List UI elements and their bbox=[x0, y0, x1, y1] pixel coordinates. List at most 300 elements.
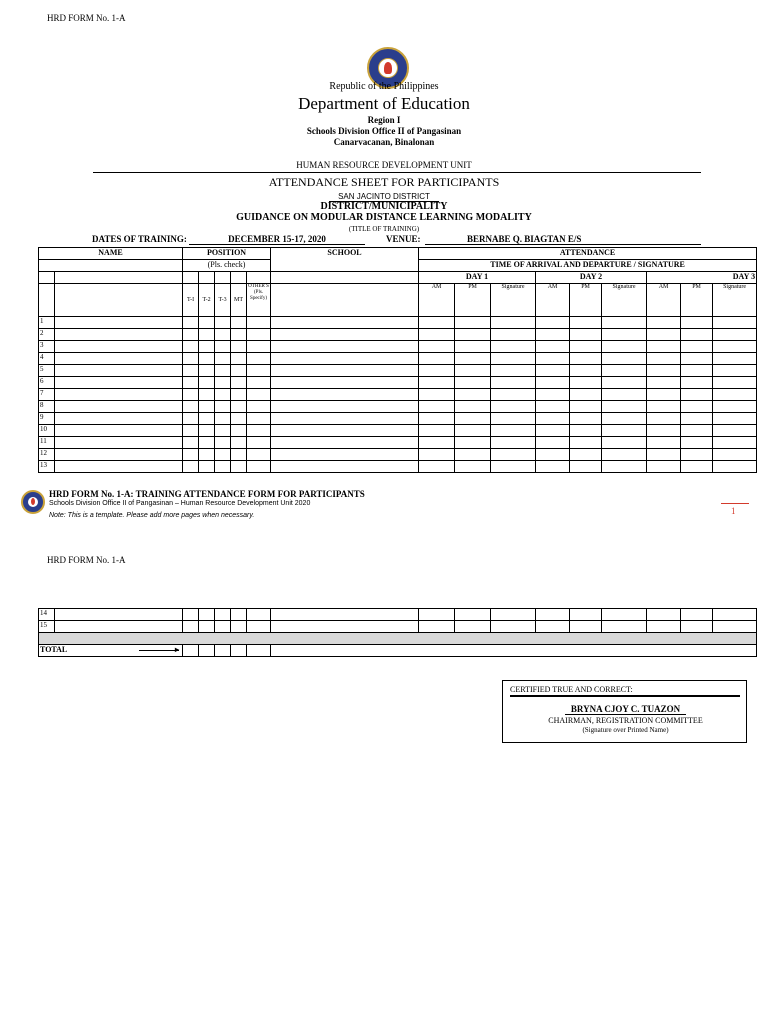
table-cell[interactable] bbox=[713, 413, 757, 425]
district-label: DISTRICT/MUNICIPALITY bbox=[320, 201, 448, 212]
day2-am: AM bbox=[536, 284, 570, 317]
table-cell[interactable] bbox=[183, 341, 199, 353]
table-cell[interactable] bbox=[55, 609, 183, 621]
table-cell[interactable] bbox=[271, 461, 419, 473]
table-cell[interactable] bbox=[713, 329, 757, 341]
republic-line: Republic of the Philippines bbox=[329, 81, 439, 92]
table-cell[interactable] bbox=[55, 437, 183, 449]
table-cell[interactable] bbox=[199, 353, 215, 365]
table-cell[interactable] bbox=[199, 317, 215, 329]
table-cell[interactable] bbox=[681, 461, 713, 473]
table-cell[interactable] bbox=[215, 341, 231, 353]
table-cell[interactable] bbox=[231, 401, 247, 413]
table-cell[interactable] bbox=[602, 401, 647, 413]
table-cell[interactable] bbox=[713, 365, 757, 377]
table-cell[interactable] bbox=[455, 437, 491, 449]
training-title: GUIDANCE ON MODULAR DISTANCE LEARNING MODALITY bbox=[236, 212, 532, 223]
day3-header: DAY 3 bbox=[647, 272, 757, 284]
table-cell[interactable] bbox=[536, 377, 570, 389]
table-cell[interactable] bbox=[570, 317, 602, 329]
table-cell[interactable] bbox=[247, 353, 271, 365]
table-cell[interactable] bbox=[570, 365, 602, 377]
table-cell[interactable] bbox=[247, 329, 271, 341]
table-cell[interactable] bbox=[681, 401, 713, 413]
position-mt: MT bbox=[231, 284, 247, 317]
table-cell[interactable] bbox=[55, 449, 183, 461]
table-cell[interactable] bbox=[215, 609, 231, 621]
table-cell[interactable] bbox=[419, 401, 455, 413]
table-cell[interactable] bbox=[491, 353, 536, 365]
table-cell[interactable] bbox=[536, 609, 570, 621]
table-cell[interactable] bbox=[491, 341, 536, 353]
table-cell[interactable] bbox=[570, 401, 602, 413]
total-t1 bbox=[183, 645, 199, 657]
table-cell[interactable] bbox=[491, 317, 536, 329]
row-number: 7 bbox=[39, 389, 55, 401]
table-cell[interactable] bbox=[199, 365, 215, 377]
table-cell[interactable] bbox=[183, 377, 199, 389]
table-cell[interactable] bbox=[602, 329, 647, 341]
table-cell[interactable] bbox=[419, 389, 455, 401]
table-cell[interactable] bbox=[199, 437, 215, 449]
table-cell[interactable] bbox=[713, 389, 757, 401]
table-cell[interactable] bbox=[491, 365, 536, 377]
table-cell[interactable] bbox=[55, 425, 183, 437]
row-number: 3 bbox=[39, 341, 55, 353]
table-cell[interactable] bbox=[183, 413, 199, 425]
table-cell[interactable] bbox=[215, 329, 231, 341]
table-cell[interactable] bbox=[455, 389, 491, 401]
total-mt bbox=[231, 645, 247, 657]
table-cell[interactable] bbox=[713, 341, 757, 353]
table-cell[interactable] bbox=[647, 621, 681, 633]
table-cell[interactable] bbox=[647, 341, 681, 353]
table-cell[interactable] bbox=[215, 437, 231, 449]
table-cell[interactable] bbox=[419, 609, 455, 621]
footer-subtitle: Schools Division Office II of Pangasinan – Human Resource Development Unit 2020 bbox=[49, 500, 311, 507]
position-t1: T-I bbox=[183, 284, 199, 317]
table-cell[interactable] bbox=[183, 437, 199, 449]
dates-label: DATES OF TRAINING: bbox=[92, 234, 187, 244]
table-cell[interactable] bbox=[570, 353, 602, 365]
table-cell[interactable] bbox=[215, 317, 231, 329]
table-cell[interactable] bbox=[536, 437, 570, 449]
table-cell[interactable] bbox=[602, 621, 647, 633]
table-cell[interactable] bbox=[215, 377, 231, 389]
table-cell[interactable] bbox=[491, 377, 536, 389]
table-cell[interactable] bbox=[602, 389, 647, 401]
table-cell[interactable] bbox=[647, 461, 681, 473]
table-cell[interactable] bbox=[231, 437, 247, 449]
table-cell[interactable] bbox=[713, 449, 757, 461]
shaded-separator-row bbox=[39, 633, 757, 645]
table-cell[interactable] bbox=[419, 449, 455, 461]
table-cell[interactable] bbox=[55, 401, 183, 413]
table-cell[interactable] bbox=[55, 621, 183, 633]
table-cell[interactable] bbox=[570, 413, 602, 425]
table-cell[interactable] bbox=[455, 317, 491, 329]
table-cell[interactable] bbox=[199, 609, 215, 621]
table-cell[interactable] bbox=[183, 425, 199, 437]
table-cell[interactable] bbox=[215, 621, 231, 633]
table-cell[interactable] bbox=[536, 449, 570, 461]
table-cell[interactable] bbox=[231, 461, 247, 473]
table-cell[interactable] bbox=[570, 437, 602, 449]
table-cell[interactable] bbox=[455, 461, 491, 473]
table-cell[interactable] bbox=[183, 389, 199, 401]
table-cell[interactable] bbox=[419, 341, 455, 353]
table-cell[interactable] bbox=[681, 449, 713, 461]
table-cell[interactable] bbox=[55, 329, 183, 341]
table-cell[interactable] bbox=[271, 341, 419, 353]
table-cell[interactable] bbox=[231, 341, 247, 353]
table-cell[interactable] bbox=[681, 389, 713, 401]
table-cell[interactable] bbox=[271, 377, 419, 389]
table-cell[interactable] bbox=[231, 609, 247, 621]
table-cell[interactable] bbox=[681, 413, 713, 425]
table-cell[interactable] bbox=[271, 413, 419, 425]
venue-label: VENUE: bbox=[386, 234, 421, 244]
table-row bbox=[39, 377, 757, 389]
table-cell[interactable] bbox=[215, 425, 231, 437]
table-cell[interactable] bbox=[681, 437, 713, 449]
day1-header: DAY 1 bbox=[419, 272, 536, 284]
table-cell[interactable] bbox=[215, 449, 231, 461]
table-cell[interactable] bbox=[231, 365, 247, 377]
table-cell[interactable] bbox=[247, 317, 271, 329]
department-title: Department of Education bbox=[298, 94, 470, 113]
certifier-name bbox=[503, 704, 748, 715]
footer-note: Note: This is a template. Please add more pages when necessary. bbox=[49, 512, 255, 519]
table-cell[interactable] bbox=[491, 609, 536, 621]
table-cell[interactable] bbox=[536, 621, 570, 633]
table-row bbox=[39, 609, 757, 621]
table-cell[interactable] bbox=[199, 449, 215, 461]
table-cell[interactable] bbox=[713, 461, 757, 473]
table-cell[interactable] bbox=[419, 461, 455, 473]
certification-box bbox=[502, 680, 747, 743]
table-cell[interactable] bbox=[55, 413, 183, 425]
table-cell[interactable] bbox=[247, 377, 271, 389]
table-cell[interactable] bbox=[602, 413, 647, 425]
table-cell[interactable] bbox=[602, 449, 647, 461]
table-cell[interactable] bbox=[536, 341, 570, 353]
table-cell[interactable] bbox=[570, 621, 602, 633]
table-row bbox=[39, 621, 757, 633]
table-cell[interactable] bbox=[570, 329, 602, 341]
table-cell[interactable] bbox=[602, 353, 647, 365]
table-cell[interactable] bbox=[231, 425, 247, 437]
day1-am: AM bbox=[419, 284, 455, 317]
table-cell[interactable] bbox=[491, 329, 536, 341]
table-cell[interactable] bbox=[536, 329, 570, 341]
day2-pm: PM bbox=[570, 284, 602, 317]
table-cell[interactable] bbox=[455, 365, 491, 377]
total-row-label: TOTAL ▸ bbox=[39, 645, 183, 657]
table-cell[interactable] bbox=[231, 353, 247, 365]
table-cell[interactable] bbox=[455, 609, 491, 621]
table-cell[interactable] bbox=[199, 377, 215, 389]
table-cell[interactable] bbox=[491, 425, 536, 437]
table-cell[interactable] bbox=[713, 425, 757, 437]
row-number: 5 bbox=[39, 365, 55, 377]
name-header: NAME bbox=[39, 248, 183, 260]
table-cell[interactable] bbox=[183, 461, 199, 473]
table-cell[interactable] bbox=[713, 437, 757, 449]
day3-pm: PM bbox=[681, 284, 713, 317]
table-cell[interactable] bbox=[570, 449, 602, 461]
table-cell[interactable] bbox=[491, 389, 536, 401]
table-cell[interactable] bbox=[247, 401, 271, 413]
table-cell[interactable] bbox=[215, 413, 231, 425]
table-cell[interactable] bbox=[247, 389, 271, 401]
row-number: 6 bbox=[39, 377, 55, 389]
table-cell[interactable] bbox=[491, 413, 536, 425]
table-cell[interactable] bbox=[713, 353, 757, 365]
table-cell[interactable] bbox=[713, 621, 757, 633]
table-cell[interactable] bbox=[713, 609, 757, 621]
table-cell[interactable] bbox=[491, 449, 536, 461]
unit-line: HUMAN RESOURCE DEVELOPMENT UNIT bbox=[296, 160, 472, 170]
table-row bbox=[39, 329, 757, 341]
table-cell[interactable] bbox=[231, 413, 247, 425]
table-cell[interactable] bbox=[247, 609, 271, 621]
table-cell[interactable] bbox=[419, 365, 455, 377]
row-number: 4 bbox=[39, 353, 55, 365]
table-cell[interactable] bbox=[570, 389, 602, 401]
attendance-subheader: TIME OF ARRIVAL AND DEPARTURE / SIGNATURE bbox=[419, 260, 757, 272]
table-cell[interactable] bbox=[271, 621, 419, 633]
table-cell[interactable] bbox=[602, 377, 647, 389]
table-cell[interactable] bbox=[647, 317, 681, 329]
table-cell[interactable] bbox=[183, 609, 199, 621]
table-cell[interactable] bbox=[247, 425, 271, 437]
table-cell[interactable] bbox=[419, 425, 455, 437]
table-cell[interactable] bbox=[247, 413, 271, 425]
table-cell[interactable] bbox=[247, 341, 271, 353]
table-cell[interactable] bbox=[602, 365, 647, 377]
table-cell[interactable] bbox=[455, 377, 491, 389]
table-cell[interactable] bbox=[536, 413, 570, 425]
table-cell[interactable] bbox=[199, 621, 215, 633]
table-cell[interactable] bbox=[455, 329, 491, 341]
table-cell[interactable] bbox=[215, 401, 231, 413]
table-cell[interactable] bbox=[247, 449, 271, 461]
row-number: 11 bbox=[39, 437, 55, 449]
table-cell[interactable] bbox=[455, 413, 491, 425]
table-cell[interactable] bbox=[536, 389, 570, 401]
table-cell[interactable] bbox=[681, 341, 713, 353]
table-cell[interactable] bbox=[647, 389, 681, 401]
table-cell[interactable] bbox=[681, 425, 713, 437]
table-cell[interactable] bbox=[681, 317, 713, 329]
table-cell[interactable] bbox=[271, 449, 419, 461]
others-label: OTHER S bbox=[248, 284, 269, 289]
deped-seal-small-icon bbox=[21, 490, 45, 514]
table-cell[interactable] bbox=[215, 365, 231, 377]
position-note: (Pls. check) bbox=[183, 260, 271, 272]
table-cell[interactable] bbox=[231, 329, 247, 341]
table-cell[interactable] bbox=[183, 401, 199, 413]
table-row bbox=[39, 461, 757, 473]
table-cell[interactable] bbox=[455, 425, 491, 437]
table-cell[interactable] bbox=[602, 341, 647, 353]
table-cell[interactable] bbox=[647, 329, 681, 341]
table-cell[interactable] bbox=[491, 437, 536, 449]
table-cell[interactable] bbox=[602, 461, 647, 473]
table-cell[interactable] bbox=[602, 425, 647, 437]
certifier-caption: (Signature over Printed Name) bbox=[582, 726, 669, 734]
table-cell[interactable] bbox=[681, 365, 713, 377]
table-cell[interactable] bbox=[247, 437, 271, 449]
table-cell[interactable] bbox=[247, 365, 271, 377]
table-cell[interactable] bbox=[419, 317, 455, 329]
table-cell[interactable] bbox=[647, 401, 681, 413]
table-cell[interactable] bbox=[419, 621, 455, 633]
table-cell[interactable] bbox=[713, 317, 757, 329]
table-cell[interactable] bbox=[570, 461, 602, 473]
table-cell[interactable] bbox=[199, 425, 215, 437]
table-cell[interactable] bbox=[199, 401, 215, 413]
table-cell[interactable] bbox=[681, 609, 713, 621]
district-value: SAN JACINTO DISTRICT bbox=[338, 192, 430, 201]
table-cell[interactable] bbox=[536, 425, 570, 437]
position-t3: T-3 bbox=[215, 284, 231, 317]
row-number: 8 bbox=[39, 401, 55, 413]
table-cell[interactable] bbox=[271, 365, 419, 377]
table-cell[interactable] bbox=[183, 449, 199, 461]
table-cell[interactable] bbox=[681, 621, 713, 633]
table-cell[interactable] bbox=[647, 413, 681, 425]
table-cell[interactable] bbox=[647, 437, 681, 449]
table-cell[interactable] bbox=[491, 401, 536, 413]
table-cell[interactable] bbox=[183, 317, 199, 329]
table-cell[interactable] bbox=[602, 317, 647, 329]
table-cell[interactable] bbox=[199, 389, 215, 401]
row-number: 9 bbox=[39, 413, 55, 425]
table-cell[interactable] bbox=[536, 365, 570, 377]
table-cell[interactable] bbox=[647, 353, 681, 365]
table-cell[interactable] bbox=[215, 353, 231, 365]
total-rest bbox=[271, 645, 757, 657]
table-cell[interactable] bbox=[602, 437, 647, 449]
table-cell[interactable] bbox=[681, 329, 713, 341]
table-cell[interactable] bbox=[247, 621, 271, 633]
table-cell[interactable] bbox=[231, 389, 247, 401]
table-cell[interactable] bbox=[55, 377, 183, 389]
division-line: Schools Division Office II of Pangasinan bbox=[306, 126, 462, 136]
table-cell[interactable] bbox=[681, 353, 713, 365]
table-cell[interactable] bbox=[271, 401, 419, 413]
table-cell[interactable] bbox=[55, 341, 183, 353]
form-number: HRD FORM No. 1-A bbox=[47, 13, 126, 23]
table-cell[interactable] bbox=[419, 437, 455, 449]
table-cell[interactable] bbox=[419, 413, 455, 425]
table-cell[interactable] bbox=[713, 401, 757, 413]
table-cell[interactable] bbox=[199, 461, 215, 473]
table-cell[interactable] bbox=[271, 317, 419, 329]
table-cell[interactable] bbox=[419, 353, 455, 365]
table-cell[interactable] bbox=[215, 389, 231, 401]
day3-signature: Signature bbox=[713, 284, 757, 317]
total-label: TOTAL bbox=[40, 645, 68, 654]
table-cell[interactable] bbox=[231, 621, 247, 633]
table-cell[interactable] bbox=[55, 317, 183, 329]
row-number: 10 bbox=[39, 425, 55, 437]
table-cell[interactable] bbox=[536, 317, 570, 329]
table-cell[interactable] bbox=[247, 461, 271, 473]
table-cell[interactable] bbox=[647, 425, 681, 437]
attendance-table-continued bbox=[38, 608, 757, 657]
footer-title: HRD FORM No. 1-A: TRAINING ATTENDANCE FORM FOR PARTICIPANTS bbox=[49, 489, 365, 499]
table-cell[interactable] bbox=[455, 341, 491, 353]
table-cell[interactable] bbox=[199, 341, 215, 353]
table-cell[interactable] bbox=[271, 389, 419, 401]
position-others bbox=[247, 284, 271, 317]
table-cell[interactable] bbox=[455, 449, 491, 461]
day2-header: DAY 2 bbox=[536, 272, 647, 284]
table-cell[interactable] bbox=[570, 425, 602, 437]
table-cell[interactable] bbox=[55, 353, 183, 365]
table-cell[interactable] bbox=[231, 317, 247, 329]
table-cell[interactable] bbox=[271, 353, 419, 365]
table-cell[interactable] bbox=[231, 377, 247, 389]
table-cell[interactable] bbox=[419, 377, 455, 389]
table-cell[interactable] bbox=[271, 437, 419, 449]
page-number: 1 bbox=[731, 506, 736, 516]
table-cell[interactable] bbox=[647, 377, 681, 389]
table-cell[interactable] bbox=[199, 413, 215, 425]
table-cell[interactable] bbox=[536, 353, 570, 365]
table-cell[interactable] bbox=[231, 449, 247, 461]
table-cell[interactable] bbox=[271, 425, 419, 437]
table-cell[interactable] bbox=[271, 609, 419, 621]
table-cell[interactable] bbox=[647, 365, 681, 377]
table-cell[interactable] bbox=[183, 353, 199, 365]
table-cell[interactable] bbox=[199, 329, 215, 341]
certification-label: CERTIFIED TRUE AND CORRECT: bbox=[510, 685, 633, 694]
table-cell[interactable] bbox=[271, 329, 419, 341]
table-cell[interactable] bbox=[55, 365, 183, 377]
table-row bbox=[39, 401, 757, 413]
table-cell[interactable] bbox=[570, 341, 602, 353]
table-cell[interactable] bbox=[455, 353, 491, 365]
table-cell[interactable] bbox=[183, 621, 199, 633]
table-cell[interactable] bbox=[602, 609, 647, 621]
day1-pm: PM bbox=[455, 284, 491, 317]
table-cell[interactable] bbox=[419, 329, 455, 341]
table-cell[interactable] bbox=[681, 377, 713, 389]
table-cell[interactable] bbox=[183, 329, 199, 341]
table-cell[interactable] bbox=[491, 461, 536, 473]
day3-am: AM bbox=[647, 284, 681, 317]
table-cell[interactable] bbox=[455, 401, 491, 413]
table-cell[interactable] bbox=[455, 621, 491, 633]
table-cell[interactable] bbox=[570, 609, 602, 621]
table-cell[interactable] bbox=[647, 609, 681, 621]
table-row bbox=[39, 437, 757, 449]
table-cell[interactable] bbox=[491, 621, 536, 633]
table-cell[interactable] bbox=[536, 461, 570, 473]
table-cell[interactable] bbox=[647, 449, 681, 461]
table-cell[interactable] bbox=[215, 461, 231, 473]
table-cell[interactable] bbox=[55, 389, 183, 401]
table-cell[interactable] bbox=[183, 365, 199, 377]
table-cell[interactable] bbox=[570, 377, 602, 389]
table-cell[interactable] bbox=[713, 377, 757, 389]
table-cell[interactable] bbox=[55, 461, 183, 473]
table-cell[interactable] bbox=[536, 401, 570, 413]
